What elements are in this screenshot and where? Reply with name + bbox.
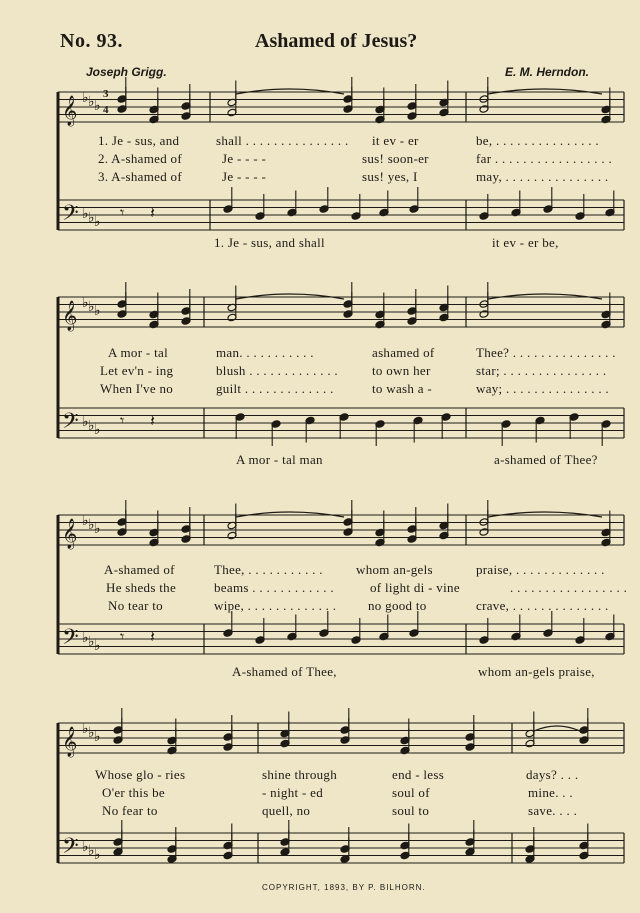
lyric-s4-v2-a: O'er this be	[102, 785, 165, 800]
lyric-s2-v1-b: man. . . . . . . . . . .	[216, 345, 314, 360]
lyric-s4-v3-c: soul to	[392, 803, 430, 818]
treble-clef: 𝄞	[62, 301, 78, 331]
flat-sign: ♭	[88, 95, 95, 110]
lyric-s4-v3-b: quell, no	[262, 803, 311, 818]
flat-sign: ♭	[82, 207, 89, 222]
eighth-rest: 𝄾	[120, 629, 125, 646]
lyric-s1-v2-b: Je - - - -	[222, 151, 267, 166]
bass-clef: 𝄢	[62, 625, 79, 655]
flat-sign: ♭	[82, 722, 89, 737]
lyric-s1-v3-a: 3. A-shamed of	[98, 169, 182, 184]
lyric-s3-v1-c: whom an-gels	[356, 562, 433, 577]
treble-clef: 𝄞	[62, 519, 78, 549]
flat-sign: ♭	[94, 639, 101, 654]
lyric-s4-v1-b: shine through	[262, 767, 338, 782]
copyright-notice: COPYRIGHT, 1893, BY P. BILHORN.	[262, 883, 426, 892]
bass-text-s3-b: whom an-gels praise,	[478, 664, 595, 679]
flat-sign: ♭	[82, 415, 89, 430]
lyric-s2-v3-a: When I've no	[100, 381, 174, 396]
quarter-rest: 𝄽	[150, 629, 155, 646]
lyric-s4-v1-c: end - less	[392, 767, 445, 782]
lyric-s3-v2-c: of light di - vine	[370, 580, 460, 595]
lyric-s1-v3-c: sus! yes, I	[362, 169, 418, 184]
lyric-s3-v3-d: crave, . . . . . . . . . . . . . .	[476, 598, 609, 613]
flat-sign: ♭	[94, 730, 101, 745]
composer-credit: E. M. Herndon.	[505, 65, 589, 79]
lyric-s3-v2-b: beams . . . . . . . . . . . .	[214, 580, 334, 595]
flat-sign: ♭	[82, 840, 89, 855]
bass-text-s2-a: A mor - tal man	[236, 452, 323, 467]
bass-text-s3-a: A-shamed of Thee,	[232, 664, 337, 679]
flat-sign: ♭	[94, 215, 101, 230]
lyric-s3-v2-d: . . . . . . . . . . . . . . . . .	[510, 580, 628, 595]
lyric-s1-v2-d: far . . . . . . . . . . . . . . . . .	[476, 151, 613, 166]
lyric-s2-v1-d: Thee? . . . . . . . . . . . . . . .	[476, 345, 616, 360]
lyric-s3-v3-b: wipe, . . . . . . . . . . . . .	[214, 598, 337, 613]
lyricist-credit: Joseph Grigg.	[86, 65, 167, 79]
lyric-s4-v2-d: mine. . .	[528, 785, 573, 800]
lyric-s1-v3-d: may, . . . . . . . . . . . . . . .	[476, 169, 609, 184]
lyric-s1-v2-c: sus! soon-er	[362, 151, 429, 166]
lyric-s1-v2-a: 2. A-shamed of	[98, 151, 182, 166]
lyric-s2-v2-b: blush . . . . . . . . . . . . .	[216, 363, 338, 378]
flat-sign: ♭	[94, 522, 101, 537]
lyric-s3-v3-a: No tear to	[108, 598, 163, 613]
flat-sign: ♭	[94, 304, 101, 319]
bass-clef: 𝄢	[62, 201, 79, 231]
flat-sign: ♭	[88, 211, 95, 226]
flat-sign: ♭	[94, 848, 101, 863]
quarter-rest: 𝄽	[150, 413, 155, 430]
eighth-rest: 𝄾	[120, 205, 125, 222]
lyric-s2-v3-c: to wash a -	[372, 381, 432, 396]
lyric-s4-v2-c: soul of	[392, 785, 430, 800]
bass-clef: 𝄢	[62, 834, 79, 864]
bass-text-s1-b: it ev - er be,	[492, 235, 559, 250]
lyric-s3-v1-b: Thee, . . . . . . . . . . .	[214, 562, 323, 577]
flat-sign: ♭	[88, 635, 95, 650]
flat-sign: ♭	[88, 726, 95, 741]
hymn-title: Ashamed of Jesus?	[255, 30, 418, 52]
bass-text-s1-a: 1. Je - sus, and shall	[214, 235, 325, 250]
treble-clef: 𝄞	[62, 96, 78, 126]
lyric-s3-v2-a: He sheds the	[106, 580, 177, 595]
lyric-s3-v1-a: A-shamed of	[104, 562, 175, 577]
lyric-s2-v2-a: Let ev'n - ing	[100, 363, 174, 378]
lyric-s4-v3-d: save. . . .	[528, 803, 578, 818]
flat-sign: ♭	[94, 99, 101, 114]
lyric-s2-v2-c: to own her	[372, 363, 431, 378]
flat-sign: ♭	[82, 514, 89, 529]
flat-sign: ♭	[94, 423, 101, 438]
lyric-s3-v1-d: praise, . . . . . . . . . . . . .	[476, 562, 605, 577]
lyric-s1-v1-d: be, . . . . . . . . . . . . . . .	[476, 133, 599, 148]
flat-sign: ♭	[82, 91, 89, 106]
lyric-s1-v1-a: 1. Je - sus, and	[98, 133, 180, 148]
lyric-s2-v1-a: A mor - tal	[108, 345, 168, 360]
lyric-s4-v2-b: - night - ed	[262, 785, 324, 800]
flat-sign: ♭	[82, 296, 89, 311]
lyric-s2-v3-d: way; . . . . . . . . . . . . . . .	[476, 381, 609, 396]
lyric-s4-v1-d: days? . . .	[526, 767, 579, 782]
time-signature: 4	[103, 104, 109, 116]
lyric-s1-v1-c: it ev - er	[372, 133, 419, 148]
lyric-s4-v1-a: Whose glo - ries	[95, 767, 186, 782]
flat-sign: ♭	[88, 518, 95, 533]
lyric-s1-v1-b: shall . . . . . . . . . . . . . . .	[216, 133, 349, 148]
bass-text-s2-b: a-shamed of Thee?	[494, 452, 598, 467]
lyric-s1-v3-b: Je - - - -	[222, 169, 267, 184]
lyric-s2-v2-d: star; . . . . . . . . . . . . . . .	[476, 363, 607, 378]
hymn-number: No. 93.	[60, 30, 123, 52]
flat-sign: ♭	[88, 419, 95, 434]
time-signature: 3	[103, 88, 109, 100]
lyric-s2-v3-b: guilt . . . . . . . . . . . . .	[216, 381, 334, 396]
flat-sign: ♭	[88, 844, 95, 859]
lyric-s3-v3-c: no good to	[368, 598, 427, 613]
flat-sign: ♭	[88, 300, 95, 315]
treble-clef: 𝄞	[62, 727, 78, 757]
flat-sign: ♭	[82, 631, 89, 646]
eighth-rest: 𝄾	[120, 413, 125, 430]
bass-clef: 𝄢	[62, 409, 79, 439]
quarter-rest: 𝄽	[150, 205, 155, 222]
lyric-s2-v1-c: ashamed of	[372, 345, 435, 360]
lyric-s4-v3-a: No fear to	[102, 803, 158, 818]
